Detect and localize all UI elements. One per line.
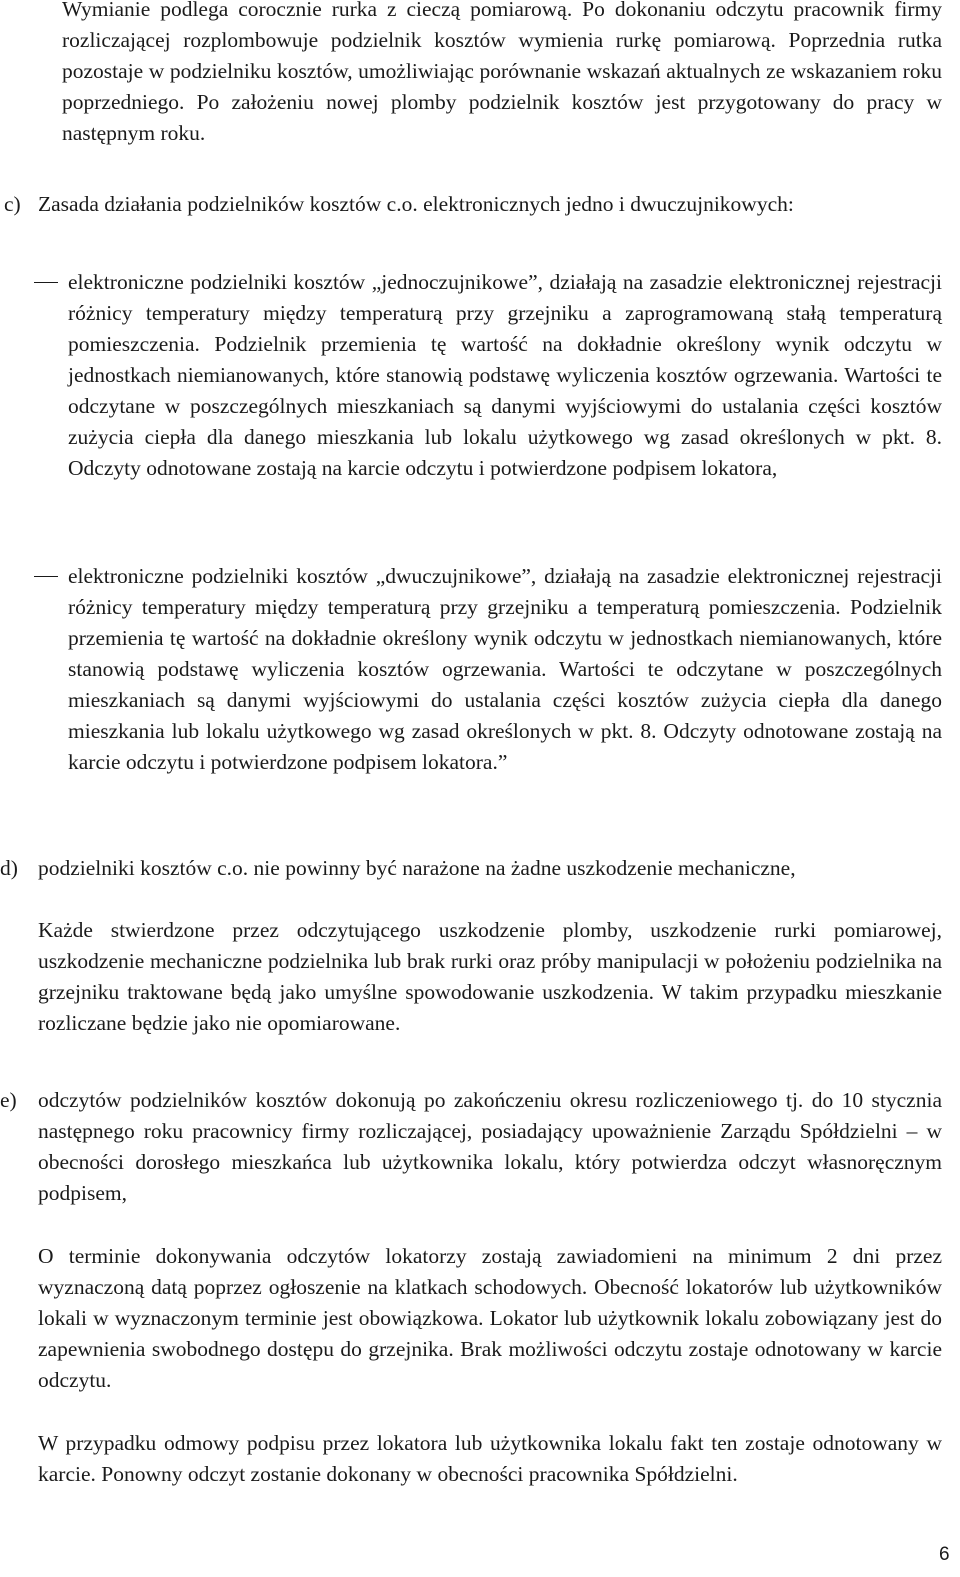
item-e-heading: odczytów podzielników kosztów dokonują po zakończeniu okresu rozliczeniowego tj. do 10 stycznia następnego roku pracownicy firmy rozliczającej, posiadający upoważnienie Zarządu Spółdzielni – w obecności dorosłego mieszkańca lub użytkownika lokalu, który potwierdza odczyt własnoręcznym podpisem, — [38, 1088, 942, 1205]
item-e-paragraph-1: O terminie dokonywania odczytów lokatorzy zostają zawiadomieni na minimum 2 dni przez wyznaczoną datą poprzez ogłoszenie na klatkach schodowych. Obecność lokatorów lub użytkowników lokali w wyznaczonym terminie jest obowiązkowa. Lokator lub użytkownik lokalu zobowiązany jest do zapewnienia swobodnego dostępu do grzejnika. Brak możliwości odczytu zostaje odnotowany w karcie odczytu. — [38, 1244, 942, 1392]
bullet-jednoczujnikowe: elektroniczne podzielniki kosztów „jednoczujnikowe”, działają na zasadzie elektronicznej rejestracji różnicy temperatury między temperaturą przy grzejniku a zaprogramowaną stałą temperaturą pomieszczenia. Podzielnik przemienia tę wartość na dokładnie określony wynik odczytu w jednostkach niemianowanych, które stanowią podstawę wyliczenia kosztów ogrzewania. Wartości te odczytane w poszczególnych mieszkaniach są danymi wyjściowymi do ustalania części kosztów zużycia ciepła dla danego mieszkania lub lokalu użytkowego wg zasad określonych w pkt. 8. Odczyty odnotowane zostają na karcie odczytu i potwierdzone podpisem lokatora, — [68, 270, 942, 480]
item-c-heading: Zasada działania podzielników kosztów c.o. elektronicznych jedno i dwuczujnikowych: — [38, 192, 794, 216]
intro-paragraph: Wymianie podlega corocznie rurka z cieczą pomiarową. Po dokonaniu odczytu pracownik firmy rozliczającej rozplombowuje podzielnik kosztów wymienia rurkę pomiarową. Poprzednia rutka pozostaje w podzielniku kosztów, umożliwiając porównanie wskazań aktualnych ze wskazaniem roku poprzedniego. Po założeniu nowej plomby podzielnik kosztów jest przygotowany do pracy w następnym roku. — [62, 0, 942, 145]
item-d-paragraph: Każde stwierdzone przez odczytującego uszkodzenie plomby, uszkodzenie rurki pomiarowej, uszkodzenie mechaniczne podzielnika lub brak rurki oraz próby manipulacji w położeniu podzielnika na grzejniku traktowane będą jako umyślne spowodowanie uszkodzenia. W takim przypadku mieszkanie rozliczane będzie jako nie opomiarowane. — [38, 918, 942, 1035]
item-c-label: c) — [4, 192, 21, 216]
bullet-dash-2 — [34, 576, 58, 577]
item-d-heading: podzielniki kosztów c.o. nie powinny być narażone na żadne uszkodzenie mechaniczne, — [38, 856, 796, 880]
item-e-paragraph-2: W przypadku odmowy podpisu przez lokatora lub użytkownika lokalu fakt ten zostaje odnotowany w karcie. Ponowny odczyt zostanie dokonany w obecności pracownika Spółdzielni. — [38, 1431, 942, 1486]
bullet-dwuczujnikowe: elektroniczne podzielniki kosztów „dwuczujnikowe”, działają na zasadzie elektronicznej rejestracji różnicy temperatury między temperaturą przy grzejniku a temperaturą pomieszczenia. Podzielnik przemienia tę wartość na dokładnie określony wynik odczytu w jednostkach niemianowanych, które stanowią podstawę wyliczenia kosztów ogrzewania. Wartości te odczytane w poszczególnych mieszkaniach są danymi wyjściowymi do ustalania części kosztów zużycia ciepła dla danego mieszkania lub lokalu użytkowego wg zasad określonych w pkt. 8. Odczyty odnotowane zostają na karcie odczytu i potwierdzone podpisem lokatora.” — [68, 564, 942, 774]
bullet-dash-1 — [34, 282, 58, 283]
item-e-label: e) — [0, 1088, 17, 1112]
item-d-label: d) — [0, 856, 18, 880]
page-number: 6 — [939, 1544, 950, 1565]
